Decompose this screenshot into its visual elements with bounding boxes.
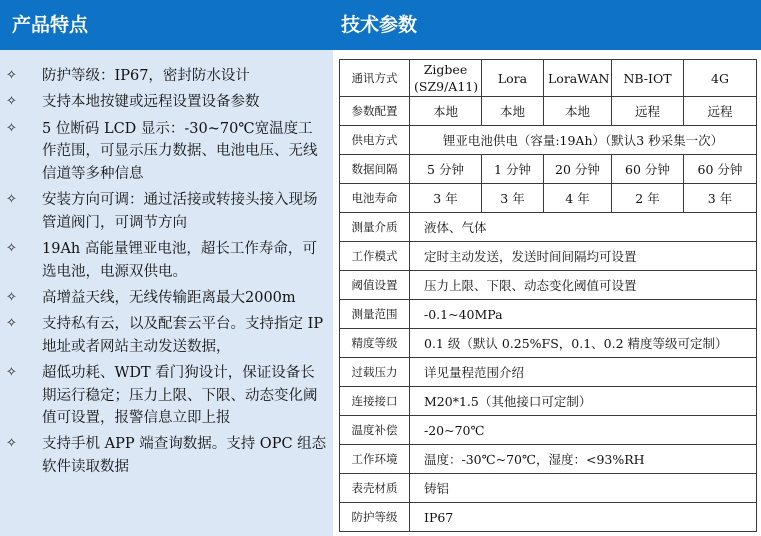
- spec-value: M20*1.5（其他接口可定制）: [410, 387, 757, 416]
- spec-value: 定时主动发送，发送时间间隔均可设置: [410, 242, 757, 271]
- specs-title: 技术参数: [333, 0, 761, 50]
- spec-row: [340, 242, 757, 271]
- spec-value: 锂亚电池供电（容量:19Ah）（默认3 秒采集一次）: [410, 126, 757, 155]
- spec-label: 工作模式: [340, 242, 410, 271]
- spec-row: [340, 503, 757, 532]
- features-list: [0, 50, 333, 479]
- spec-row: [340, 416, 757, 445]
- features-panel: [0, 0, 333, 536]
- spec-row: [340, 445, 757, 474]
- spec-cell: 60 分钟: [684, 155, 757, 184]
- spec-row: [340, 271, 757, 300]
- spec-label: 测量范围: [340, 300, 410, 329]
- spec-label: 通讯方式: [340, 60, 410, 97]
- diamond-bullet-icon: ✧: [6, 120, 17, 136]
- feature-item: ✧ 5 位断码 LCD 显示：-30~70℃宽温度工作范围，可显示压力数据、电池电压、无线信道等多种信息: [6, 118, 327, 186]
- spec-cell: 1 分钟: [482, 155, 544, 184]
- spec-label: 阈值设置: [340, 271, 410, 300]
- spec-cell: NB-IOT: [612, 60, 684, 97]
- spec-cell: 远程: [612, 97, 684, 126]
- spec-cell: 60 分钟: [612, 155, 684, 184]
- spec-row: [340, 300, 757, 329]
- diamond-bullet-icon: ✧: [6, 436, 17, 452]
- spec-label: 数据间隔: [340, 155, 410, 184]
- diamond-bullet-icon: ✧: [6, 316, 17, 332]
- diamond-bullet-icon: ✧: [6, 68, 17, 83]
- spec-label: 工作环境: [340, 445, 410, 474]
- feature-item: ✧ 支持本地按键或远程设置设备参数: [6, 91, 327, 114]
- spec-label: 过载压力: [340, 358, 410, 387]
- spec-row-battery: [340, 184, 757, 213]
- spec-table: [339, 59, 757, 532]
- spec-value: IP67: [410, 503, 757, 532]
- spec-value: 温度：-30℃~70℃，湿度：<93%RH: [410, 445, 757, 474]
- spec-label: 参数配置: [340, 97, 410, 126]
- feature-item: ✧ 防护等级：IP67，密封防水设计: [6, 65, 327, 88]
- spec-cell: 2 年: [612, 184, 684, 213]
- spec-cell: 本地: [544, 97, 612, 126]
- diamond-bullet-icon: ✧: [6, 364, 17, 380]
- feature-item: ✧ 支持手机 APP 端查询数据。支持 OPC 组态软件读取数据: [6, 433, 327, 478]
- feature-item: ✧ 支持私有云，以及配套云平台。支持指定 IP 地址或者网站主动发送数据，: [6, 313, 327, 358]
- spec-cell: LoraWAN: [544, 60, 612, 97]
- spec-row-interval: [340, 155, 757, 184]
- spec-cell: 3 年: [684, 184, 757, 213]
- spec-cell: Lora: [482, 60, 544, 97]
- spec-value: 铸铝: [410, 474, 757, 503]
- spec-value: 0.1 级（默认 0.25%FS，0.1、0.2 精度等级可定制）: [410, 329, 757, 358]
- feature-item: ✧ 安装方向可调：通过活接或转接头接入现场管道阀门，可调节方向: [6, 189, 327, 234]
- spec-label: 供电方式: [340, 126, 410, 155]
- spec-label: 精度等级: [340, 329, 410, 358]
- spec-label: 测量介质: [340, 213, 410, 242]
- diamond-bullet-icon: ✧: [6, 289, 17, 305]
- spec-row: [340, 474, 757, 503]
- spec-row-config: [340, 97, 757, 126]
- spec-value: 液体、气体: [410, 213, 757, 242]
- spec-cell: 本地: [410, 97, 482, 126]
- spec-cell: 本地: [482, 97, 544, 126]
- diamond-bullet-icon: ✧: [6, 240, 17, 256]
- spec-label: 电池寿命: [340, 184, 410, 213]
- spec-cell: 3 年: [482, 184, 544, 213]
- spec-cell: 20 分钟: [544, 155, 612, 184]
- spec-label: 连接接口: [340, 387, 410, 416]
- spec-row: [340, 358, 757, 387]
- spec-row-comm: [340, 60, 757, 97]
- spec-table-wrapper: [339, 59, 756, 532]
- spec-cell: 4G: [684, 60, 757, 97]
- spec-row-power: [340, 126, 757, 155]
- spec-row: [340, 213, 757, 242]
- spec-label: 表壳材质: [340, 474, 410, 503]
- specs-panel: [333, 0, 761, 536]
- spec-label: 防护等级: [340, 503, 410, 532]
- spec-row: [340, 387, 757, 416]
- spec-value: -0.1~40MPa: [410, 300, 757, 329]
- spec-cell: Zigbee (SZ9/A11): [410, 60, 482, 97]
- spec-cell: 5 分钟: [410, 155, 482, 184]
- feature-item: ✧ 19Ah 高能量锂亚电池，超长工作寿命，可选电池，电源双供电。: [6, 238, 327, 283]
- diamond-bullet-icon: ✧: [6, 192, 17, 208]
- diamond-bullet-icon: ✧: [6, 94, 17, 110]
- spec-cell: 3 年: [410, 184, 482, 213]
- spec-label: 温度补偿: [340, 416, 410, 445]
- feature-item: ✧ 超低功耗、WDT 看门狗设计，保证设备长期运行稳定；压力上限、下限、动态变化阈值可设置，报警信息立即上报: [6, 362, 327, 430]
- spec-value: 压力上限、下限、动态变化阈值可设置: [410, 271, 757, 300]
- spec-cell: 远程: [684, 97, 757, 126]
- spec-value: 详见量程范围介绍: [410, 358, 757, 387]
- spec-cell: 4 年: [544, 184, 612, 213]
- spec-row: [340, 329, 757, 358]
- spec-value: -20~70℃: [410, 416, 757, 445]
- feature-item: ✧ 高增益天线，无线传输距离最大2000m: [6, 287, 327, 310]
- features-title: 产品特点: [0, 0, 333, 50]
